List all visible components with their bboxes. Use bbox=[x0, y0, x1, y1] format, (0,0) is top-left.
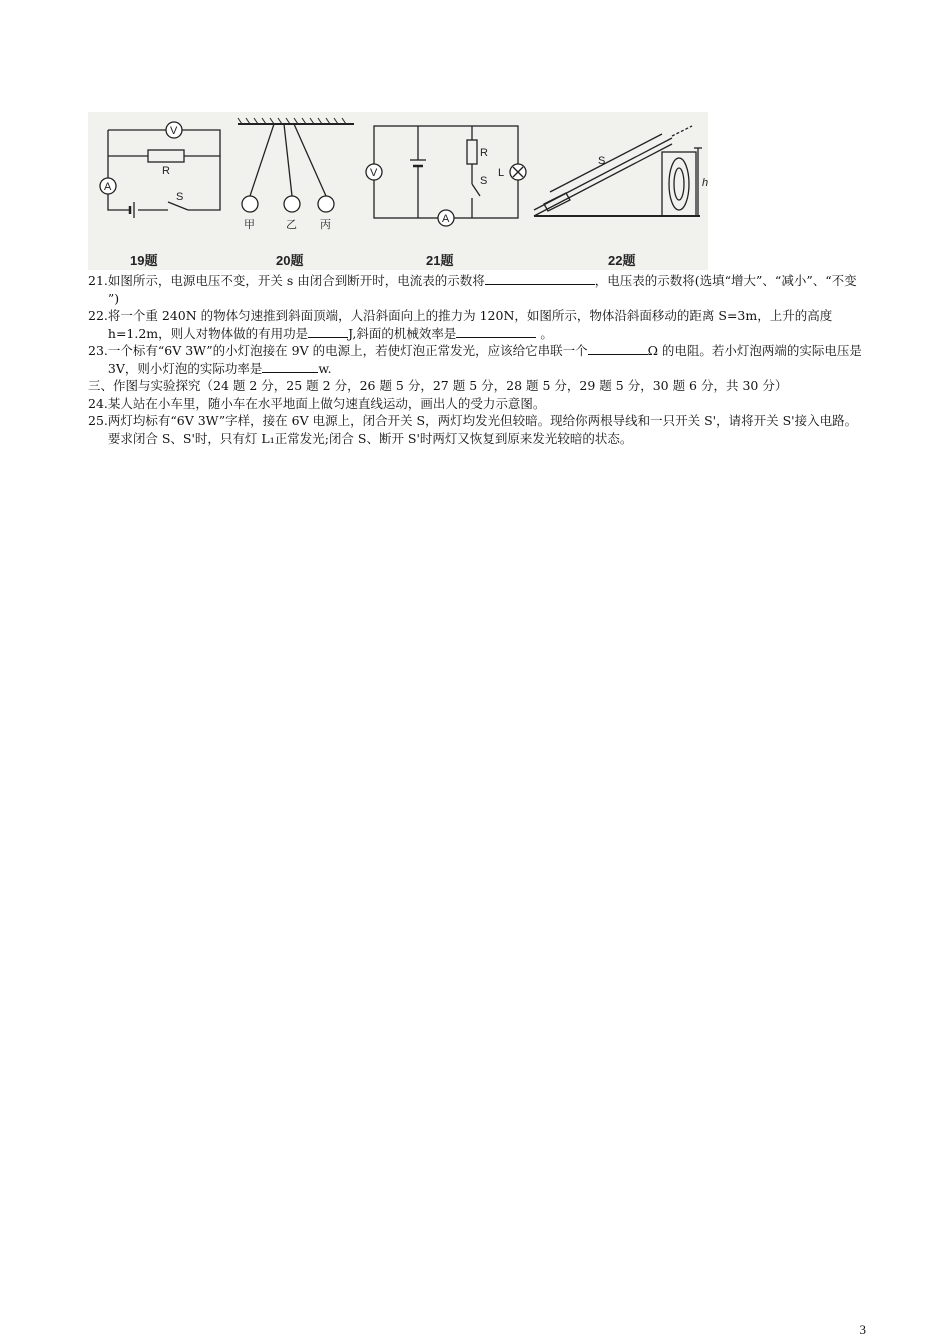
question-body bbox=[108, 342, 868, 377]
caption-20: 20题 bbox=[276, 253, 304, 268]
question-text-part: 如图所示，电源电压不变，开关 s 由闭合到断开时，电流表的示数将 bbox=[107, 273, 485, 288]
fig19-resistor-label: R bbox=[162, 165, 170, 177]
question-body bbox=[108, 307, 868, 342]
question-text-part: Ω 的电阻。若小灯泡两端的实际电压是 3V，则小灯泡的实际功率是 bbox=[107, 343, 862, 376]
caption-19: 19题 bbox=[130, 253, 158, 268]
question-24 bbox=[88, 395, 868, 413]
fig21-ammeter-label: A bbox=[442, 213, 450, 225]
fig20-ball-1-label: 甲 bbox=[244, 219, 255, 231]
question-21 bbox=[88, 272, 868, 307]
fig21-switch-label: S bbox=[480, 175, 488, 187]
question-text-part: ，电压表的示数将(选填“增大”、“减小”、“不变 ”) bbox=[107, 273, 857, 306]
question-22 bbox=[88, 307, 868, 342]
question-number: 21. bbox=[88, 273, 108, 288]
answer-blank[interactable] bbox=[485, 272, 595, 285]
question-body: 两灯均标有“6V 3W”字样，接在 6V 电源上，闭合开关 S，两灯均发光但较暗。现给你两根导线和一只开关 S'，请将开关 S'接入电路。要求闭合 S、S'时，只有灯 L₁正常发光;闭合 S、断开 S'时两灯又恢复到原来发光较暗的状态。 bbox=[107, 413, 858, 446]
question-text-part: 。 bbox=[536, 325, 553, 341]
fig21-voltmeter-label: V bbox=[370, 167, 378, 179]
fig21-lamp-label: L bbox=[498, 167, 505, 179]
question-text bbox=[88, 272, 868, 447]
fig20-ball-2-label: 乙 bbox=[286, 219, 297, 231]
page-number: 3 bbox=[859, 1322, 866, 1337]
figure-19-circuit bbox=[100, 122, 220, 218]
figures-strip bbox=[88, 112, 708, 270]
question-text-part: 将一个重 240N 的物体匀速推到斜面顶端，人沿斜面向上的推力为 120N，如图所示，物体沿斜面移动的距离 S=3m，上升的高度 h=1.2m，则人对物体做的有用功是 bbox=[107, 308, 833, 341]
fig19-switch-label: S bbox=[176, 191, 184, 203]
answer-blank[interactable] bbox=[588, 342, 648, 355]
fig22-height-label: h bbox=[702, 177, 708, 189]
question-number: 23. bbox=[88, 343, 108, 358]
fig22-distance-label: S bbox=[598, 155, 606, 167]
question-body bbox=[108, 272, 868, 307]
question-text-part: w. bbox=[318, 360, 332, 376]
caption-21: 21题 bbox=[426, 253, 454, 268]
answer-blank[interactable] bbox=[456, 325, 536, 338]
question-number: 25. bbox=[88, 413, 108, 428]
figure-22-incline bbox=[534, 126, 702, 216]
section-number: 三、 bbox=[88, 378, 114, 393]
question-25 bbox=[88, 412, 868, 447]
section-text: 作图与实验探究（24 题 2 分，25 题 2 分，26 题 5 分，27 题 5 分，28 题 5 分，29 题 5 分，30 题 6 分，共 30 分） bbox=[113, 378, 788, 393]
fig19-ammeter-label: A bbox=[104, 181, 112, 193]
fig20-ball-3-label: 丙 bbox=[320, 219, 331, 231]
section-three-heading bbox=[88, 377, 868, 395]
fig19-voltmeter-label: V bbox=[170, 125, 178, 137]
answer-blank[interactable] bbox=[262, 360, 318, 373]
answer-blank[interactable] bbox=[308, 325, 348, 338]
question-number: 24. bbox=[88, 395, 108, 411]
question-text-part: J,斜面的机械效率是 bbox=[348, 325, 457, 341]
figure-20-pendulums bbox=[238, 118, 354, 212]
question-number: 22. bbox=[88, 308, 108, 323]
circuit-figures bbox=[88, 112, 708, 270]
fig21-resistor-label: R bbox=[480, 147, 488, 159]
question-body: 某人站在小车里，随小车在水平地面上做匀速直线运动，画出人的受力示意图。 bbox=[107, 395, 546, 411]
question-23 bbox=[88, 342, 868, 377]
question-text-part: 一个标有“6V 3W”的小灯泡接在 9V 的电源上，若使灯泡正常发光，应该给它串联一个 bbox=[107, 343, 588, 358]
caption-22: 22题 bbox=[608, 253, 636, 268]
